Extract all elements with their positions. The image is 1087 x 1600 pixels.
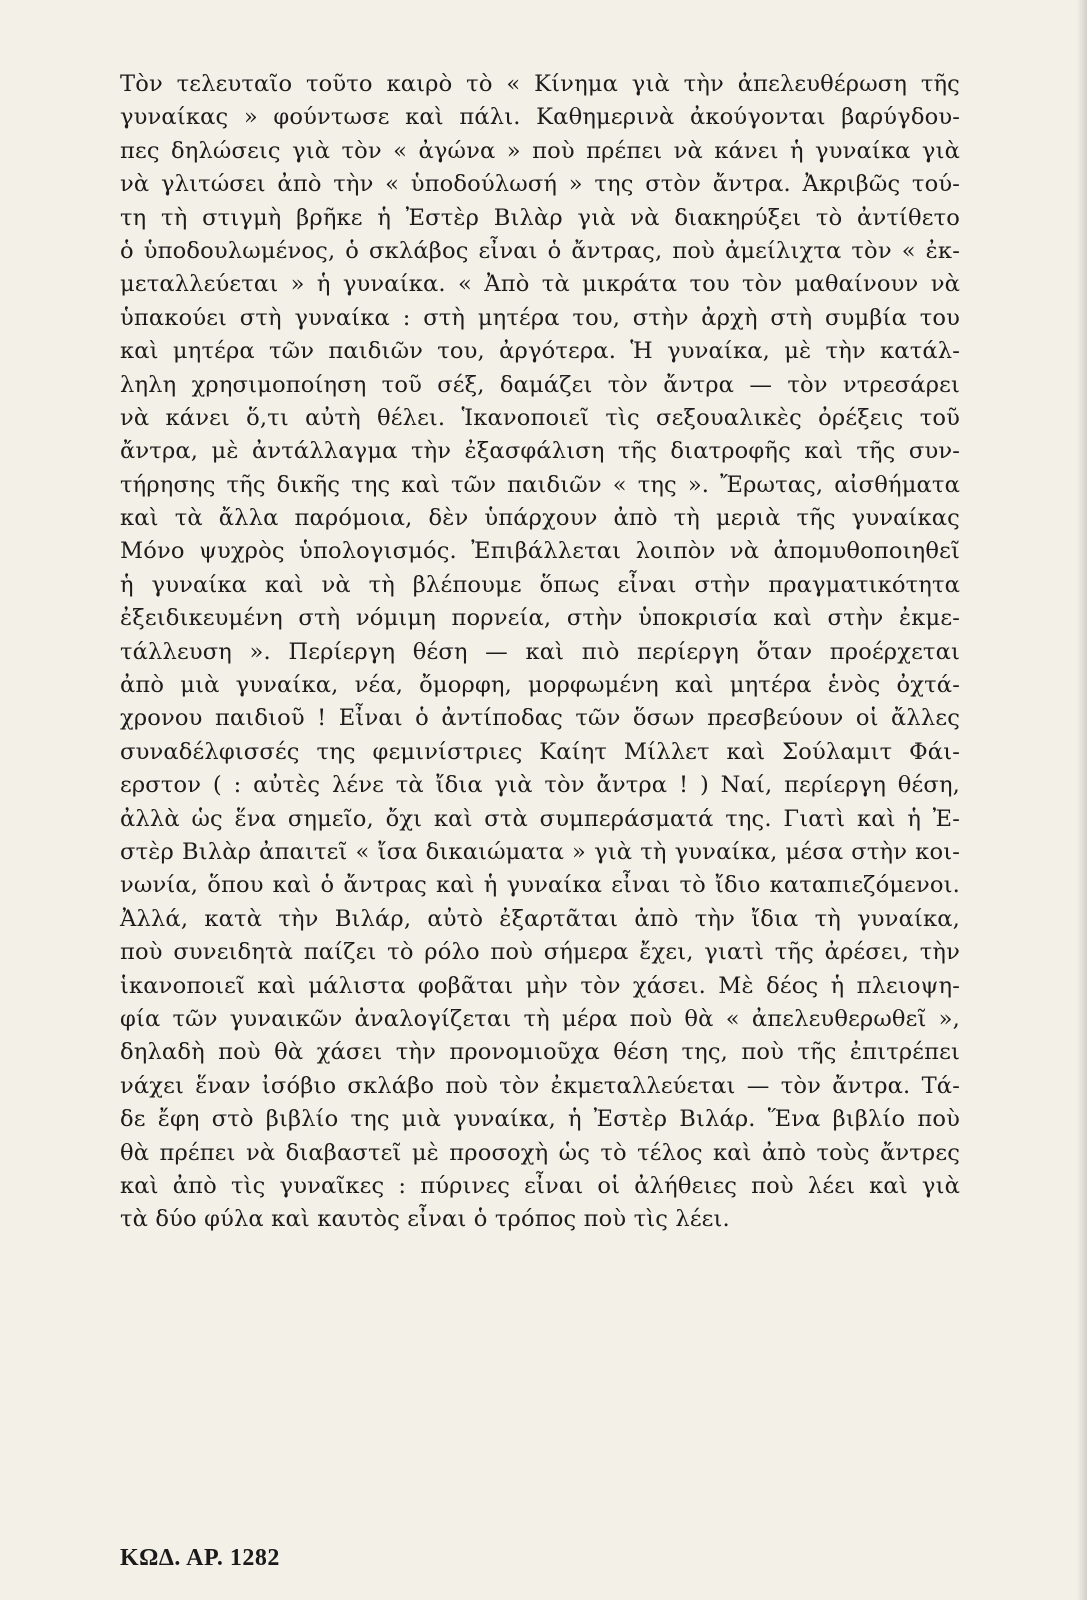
- text-line: ὁ ὑποδουλωμένος, ὁ σκλάβος εἶναι ὁ ἄντρας, ποὺ ἀμείλιχτα τὸν « ἐκ-: [120, 237, 960, 264]
- text-line: ἀλλὰ ὡς ἕνα σημεῖο, ὄχι καὶ στὰ συμπεράσματά της. Γιατὶ καὶ ἡ Ἐ-: [120, 805, 960, 832]
- text-line: τήρησης τῆς δικῆς της καὶ τῶν παιδιῶν « της ». Ἔρωτας, αἰσθήματα: [120, 471, 960, 498]
- blurb-text: [120, 68, 960, 1237]
- text-line: ἀπὸ μιὰ γυναίκα, νέα, ὄμορφη, μορφωμένη καὶ μητέρα ἑνὸς ὀχτά-: [120, 672, 960, 699]
- text-line: πες δηλώσεις γιὰ τὸν « ἀγώνα » ποὺ πρέπει νὰ κάνει ἡ γυναίκα γιὰ: [120, 137, 960, 164]
- text-line: καὶ ἀπὸ τὶς γυναῖκες : πύρινες εἶναι οἱ ἀλήθειες ποὺ λέει καὶ γιὰ: [120, 1172, 960, 1199]
- text-line: γυναίκας » φούντωσε καὶ πάλι. Καθημερινὰ ἀκούγονται βαρύγδου-: [120, 104, 960, 131]
- text-line: νάχει ἕναν ἰσόβιο σκλάβο ποὺ τὸν ἐκμεταλλεύεται — τὸν ἄντρα. Τά-: [120, 1072, 960, 1099]
- text-line: ἄντρα, μὲ ἀντάλλαγμα τὴν ἐξασφάλιση τῆς διατροφῆς καὶ τῆς συν-: [120, 438, 960, 465]
- text-line: ἡ γυναίκα καὶ νὰ τὴ βλέπουμε ὅπως εἶναι στὴν πραγματικότητα: [120, 571, 960, 598]
- page-edge-shadow: [1077, 0, 1087, 1600]
- text-line: ἐξειδικευμένη στὴ νόμιμη πορνεία, στὴν ὑποκρισία καὶ στὴν ἐκμε-: [120, 605, 960, 632]
- text-line: ποὺ συνειδητὰ παίζει τὸ ρόλο ποὺ σήμερα ἔχει, γιατὶ τῆς ἀρέσει, τὴν: [120, 939, 960, 966]
- text-line: δε ἔφη στὸ βιβλίο της μιὰ γυναίκα, ἡ Ἐστὲρ Βιλάρ. Ἕνα βιβλίο ποὺ: [120, 1106, 960, 1133]
- text-line: Μόνο ψυχρὸς ὑπολογισμός. Ἐπιβάλλεται λοιπὸν νὰ ἀπομυθοποιηθεῖ: [120, 538, 960, 565]
- text-line: τη τὴ στιγμὴ βρῆκε ἡ Ἐστὲρ Βιλὰρ γιὰ νὰ διακηρύξει τὸ ἀντίθετο: [120, 204, 960, 231]
- text-line: Ἀλλά, κατὰ τὴν Βιλάρ, αὐτὸ ἐξαρτᾶται ἀπὸ τὴν ἴδια τὴ γυναίκα,: [120, 905, 960, 932]
- text-line: δηλαδὴ ποὺ θὰ χάσει τὴν προνομιοῦχα θέση της, ποὺ τῆς ἐπιτρέπει: [120, 1039, 960, 1066]
- catalog-code: ΚΩΔ. ΑΡ. 1282: [120, 1545, 280, 1571]
- text-line: νωνία, ὅπου καὶ ὁ ἄντρας καὶ ἡ γυναίκα εἶναι τὸ ἴδιο καταπιεζόμενοι.: [120, 872, 960, 899]
- text-line: νὰ κάνει ὅ,τι αὐτὴ θέλει. Ἱκανοποιεῖ τὶς σεξουαλικὲς ὀρέξεις τοῦ: [120, 404, 960, 431]
- text-line: ἱκανοποιεῖ καὶ μάλιστα φοβᾶται μὴν τὸν χάσει. Μὲ δέος ἡ πλειοψη-: [120, 972, 960, 999]
- text-line: χρονου παιδιοῦ ! Εἶναι ὁ ἀντίποδας τῶν ὅσων πρεσβεύουν οἱ ἄλλες: [120, 705, 960, 732]
- text-line: συναδέλφισσές της φεμινίστριες Καίητ Μίλλετ καὶ Σούλαμιτ Φάι-: [120, 738, 960, 765]
- text-line: νὰ γλιτώσει ἀπὸ τὴν « ὑποδούλωσή » της στὸν ἄντρα. Ἀκριβῶς τού-: [120, 171, 960, 198]
- text-line: Τὸν τελευταῖο τοῦτο καιρὸ τὸ « Κίνημα γιὰ τὴν ἀπελευθέρωση τῆς: [120, 71, 960, 97]
- text-line: τάλλευση ». Περίεργη θέση — καὶ πιὸ περίεργη ὅταν προέρχεται: [120, 638, 960, 665]
- text-line: στὲρ Βιλὰρ ἀπαιτεῖ « ἴσα δικαιώματα » γιὰ τὴ γυναίκα, μέσα στὴν κοι-: [120, 838, 960, 865]
- text-line: ληλη χρησιμοποίηση τοῦ σέξ, δαμάζει τὸν ἄντρα — τὸν ντρεσάρει: [120, 371, 960, 398]
- text-line: θὰ πρέπει νὰ διαβαστεῖ μὲ προσοχὴ ὡς τὸ τέλος καὶ ἀπὸ τοὺς ἄντρες: [120, 1139, 960, 1166]
- text-line: φία τῶν γυναικῶν ἀναλογίζεται τὴ μέρα ποὺ θὰ « ἀπελευθερωθεῖ »,: [120, 1005, 960, 1032]
- text-line: καὶ τὰ ἄλλα παρόμοια, δὲν ὑπάρχουν ἀπὸ τὴ μεριὰ τῆς γυναίκας: [120, 505, 960, 532]
- text-line-last: τὰ δύο φύλα καὶ καυτὸς εἶναι ὁ τρόπος ποὺ τὶς λέει.: [120, 1206, 730, 1233]
- text-line: μεταλλεύεται » ἡ γυναίκα. « Ἀπὸ τὰ μικράτα του τὸν μαθαίνουν νὰ: [120, 271, 960, 298]
- text-line: καὶ μητέρα τῶν παιδιῶν του, ἀργότερα. Ἡ γυναίκα, μὲ τὴν κατάλ-: [120, 338, 960, 365]
- text-line: ερστον ( : αὐτὲς λένε τὰ ἴδια γιὰ τὸν ἄντρα ! ) Ναί, περίεργη θέση,: [120, 772, 960, 799]
- text-line: ὑπακούει στὴ γυναίκα : στὴ μητέρα του, στὴν ἀρχὴ στὴ συμβία του: [120, 304, 960, 331]
